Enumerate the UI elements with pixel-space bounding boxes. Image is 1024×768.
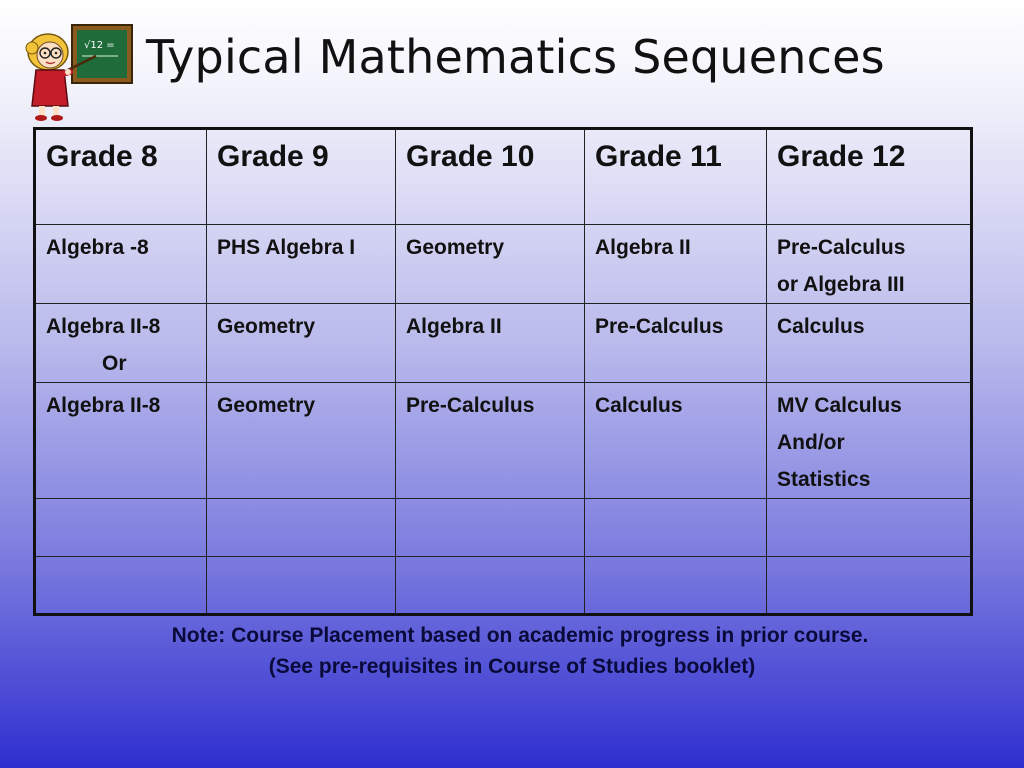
header-grade-8: Grade 8: [35, 129, 207, 225]
placement-note: [0, 620, 1024, 682]
table-cell: [585, 557, 767, 615]
header-grade-12: Grade 12: [767, 129, 972, 225]
note-line-1: Note: Course Placement based on academic progress in prior course.: [171, 624, 869, 647]
table-cell: Algebra II-8 Or: [35, 304, 207, 383]
table-cell: [767, 499, 972, 557]
table-row: [35, 304, 972, 383]
table-cell: Geometry: [207, 304, 396, 383]
math-sequence-table: [33, 127, 973, 616]
table-cell: Calculus: [767, 304, 972, 383]
table-cell: [207, 557, 396, 615]
note-line-2: (See pre-requisites in Course of Studies booklet): [268, 655, 756, 678]
table-row-empty: [35, 499, 972, 557]
table-cell: Algebra II-8: [35, 383, 207, 499]
table-row: [35, 225, 972, 304]
teacher-at-chalkboard-icon: [22, 22, 136, 122]
header-grade-10: Grade 10: [396, 129, 585, 225]
table-cell: Pre-Calculus: [585, 304, 767, 383]
table-cell: Algebra -8: [35, 225, 207, 304]
table-cell: PHS Algebra I: [207, 225, 396, 304]
table-cell: Algebra II: [396, 304, 585, 383]
table-cell: Algebra II: [585, 225, 767, 304]
page-title: Typical Mathematics Sequences: [146, 30, 885, 84]
table-row-empty: [35, 557, 972, 615]
table-cell: Pre-Calculus: [396, 383, 585, 499]
table-cell: [35, 499, 207, 557]
table-cell: [396, 499, 585, 557]
table-cell: [35, 557, 207, 615]
table-cell: [585, 499, 767, 557]
header-grade-9: Grade 9: [207, 129, 396, 225]
table-cell: MV Calculus And/or Statistics: [767, 383, 972, 499]
table-row: [35, 383, 972, 499]
table-cell: Calculus: [585, 383, 767, 499]
table-cell: Pre-Calculus or Algebra III: [767, 225, 972, 304]
chalkboard-text: √12 =: [84, 40, 115, 51]
table-cell: [396, 557, 585, 615]
table-cell: Geometry: [207, 383, 396, 499]
table-cell: [767, 557, 972, 615]
header-grade-11: Grade 11: [585, 129, 767, 225]
table-header-row: [35, 129, 972, 225]
table-cell: Geometry: [396, 225, 585, 304]
table-cell: [207, 499, 396, 557]
